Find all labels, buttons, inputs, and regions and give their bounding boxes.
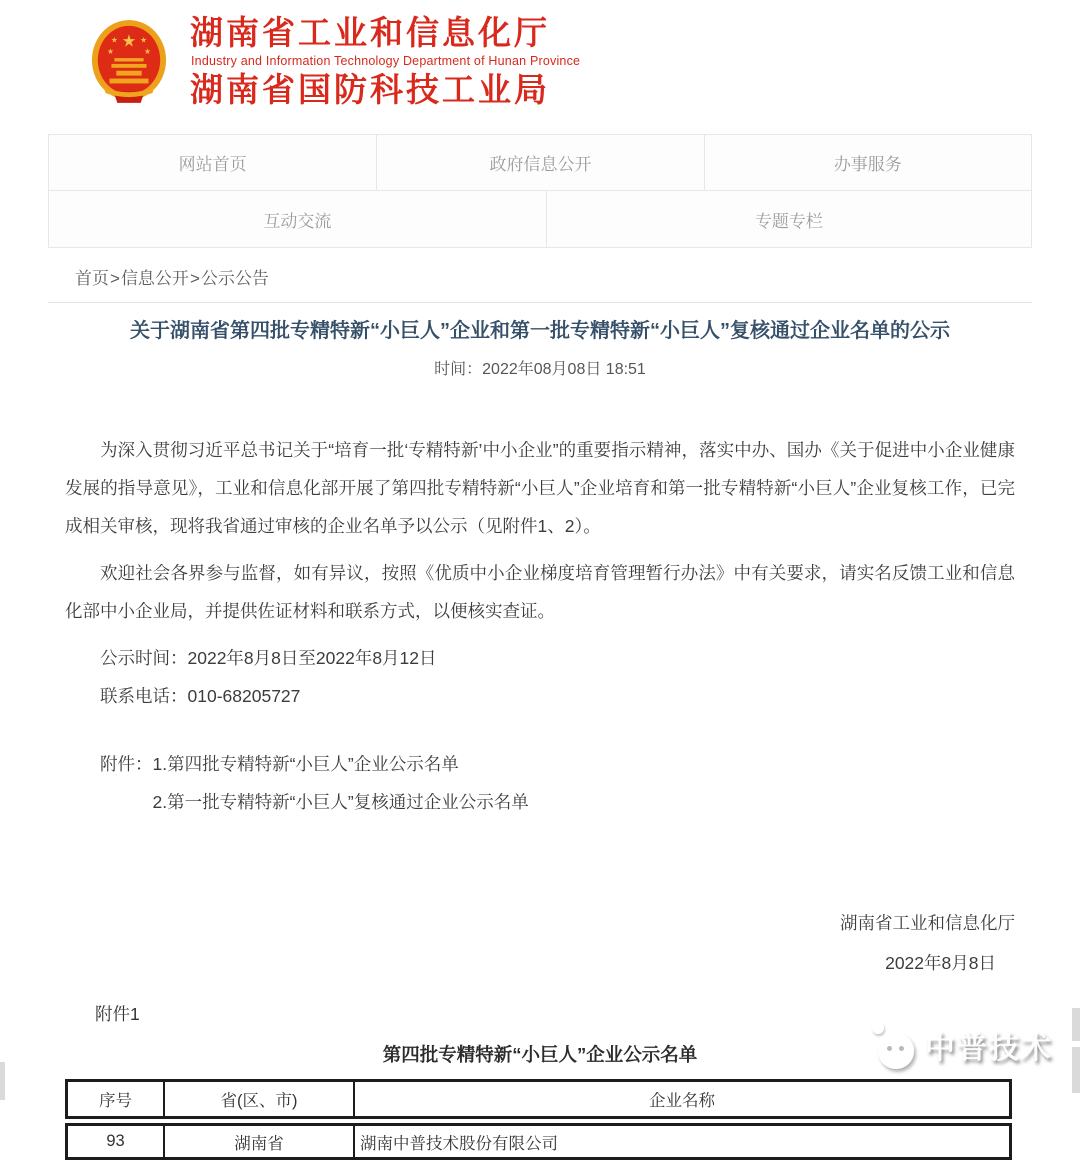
paragraph-1: 为深入贯彻习近平总书记关于“培育一批‘专精特新’中小企业”的重要指示精神，落实中办、国办《关于促进中小企业健康发展的指导意见》，工业和信息化部开展了第四批专精特新“小巨人”企业培育和第一批专精特新“小巨人”企业复核工作，已完成相关审核，现将我省通过审核的企业名单予以公示（见附件1、2）。 <box>65 440 1015 536</box>
breadcrumb-home[interactable]: 首页 <box>75 269 109 288</box>
paragraph-2: 欢迎社会各界参与监督，如有异议，按照《优质中小企业梯度培育管理暂行办法》中有关要求，请实名反馈工业和信息化部中小企业局，并提供佐证材料和联系方式，以便核实查证。 <box>65 563 1015 621</box>
svg-text:★: ★ <box>106 47 114 57</box>
signature-organization: 湖南省工业和信息化厅 <box>840 913 1015 933</box>
attachment-item-1: 1.第四批专精特新“小巨人”企业公示名单 <box>152 754 459 774</box>
breadcrumb-public-notices[interactable]: 公示公告 <box>200 269 269 288</box>
svg-text:★: ★ <box>140 35 148 45</box>
site-header <box>0 0 1080 126</box>
header-cell-province: 省(区、市) <box>163 1082 355 1116</box>
table-row <box>65 1123 1012 1160</box>
svg-text:★: ★ <box>121 31 137 51</box>
time-value: 2022年08月08日 18:51 <box>482 361 646 378</box>
nav-item-gov-info[interactable]: 政府信息公开 <box>376 135 703 190</box>
attachments-block <box>65 745 1015 821</box>
watermark-text: 中普技术 <box>925 1032 1053 1065</box>
breadcrumb-separator: > <box>189 269 200 288</box>
article-publish-time <box>0 356 1080 379</box>
screen-edge-artifact <box>1072 1047 1080 1093</box>
article-body <box>65 431 1015 821</box>
main-navigation <box>48 134 1032 248</box>
screen-edge-artifact <box>1072 1008 1080 1041</box>
signature-block <box>65 903 1015 983</box>
time-label: 时间： <box>434 361 483 378</box>
svg-text:★: ★ <box>110 35 118 45</box>
org-name-secondary: 湖南省国防科技工业局 <box>190 71 550 108</box>
breadcrumb <box>48 248 1032 303</box>
org-name-english: Industry and Information Technology Department of Hunan Province <box>191 54 581 68</box>
signature-date: 2022年8月8日 <box>885 953 996 973</box>
svg-text:★: ★ <box>144 47 152 57</box>
notice-period-line: 公示时间：2022年8月8日至2022年8月12日 <box>100 648 437 668</box>
table-header-row <box>65 1079 1012 1119</box>
breadcrumb-separator: > <box>110 269 120 288</box>
cell-index: 93 <box>106 1132 125 1150</box>
breadcrumb-info-disclosure[interactable]: 信息公开 <box>120 269 189 288</box>
company-list-table <box>65 1079 1012 1160</box>
header-cell-company-name: 企业名称 <box>648 1092 715 1110</box>
china-national-emblem-icon <box>90 16 168 106</box>
cell-province: 湖南省 <box>163 1126 355 1157</box>
attachment1-table-title: 第四批专精特新“小巨人”企业公示名单 <box>382 1044 698 1065</box>
nav-item-special-columns[interactable]: 专题专栏 <box>546 191 1031 247</box>
header-cell-index: 序号 <box>99 1092 133 1110</box>
chat-bubbles-icon <box>872 1020 918 1070</box>
watermark <box>872 1020 1053 1070</box>
attachment-item-2: 2.第一批专精特新“小巨人”复核通过企业公示名单 <box>152 792 529 812</box>
article-title: 关于湖南省第四批专精特新“小巨人”企业和第一批专精特新“小巨人”复核通过企业名单的公示 <box>130 320 950 342</box>
attachment1-label: 附件1 <box>95 1004 140 1024</box>
nav-item-services[interactable]: 办事服务 <box>704 135 1031 190</box>
nav-item-home[interactable]: 网站首页 <box>178 155 247 174</box>
attachments-label: 附件： <box>100 754 153 774</box>
org-name-primary: 湖南省工业和信息化厅 <box>190 14 550 51</box>
contact-phone-line: 联系电话：010-68205727 <box>100 686 301 706</box>
nav-item-interaction[interactable]: 互动交流 <box>263 211 332 231</box>
attachment-line-1 <box>65 745 1015 783</box>
screen-edge-artifact <box>0 1062 5 1100</box>
cell-company-name: 湖南中普技术股份有限公司 <box>359 1134 558 1153</box>
